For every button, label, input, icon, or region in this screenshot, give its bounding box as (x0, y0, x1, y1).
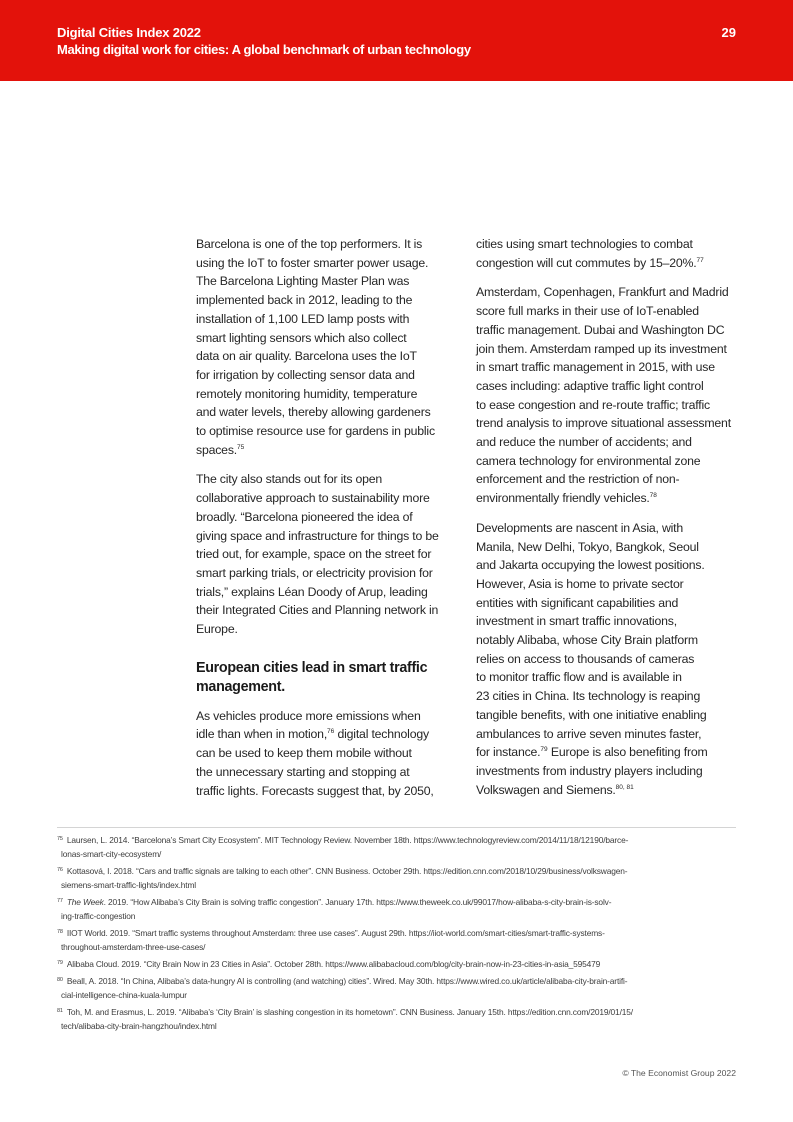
footnote-ref: 76 (327, 728, 335, 736)
text-line: congestion will cut commutes by 15–20%.$^{77}$ (476, 255, 704, 270)
footnote-number: 79 (57, 960, 63, 966)
text-line: traffic lights. Forecasts suggest that, by 2050, (196, 783, 434, 798)
text-line: investments from industry players including (476, 763, 703, 778)
footnote-ref: 78 (649, 492, 657, 500)
footnote-80 (57, 974, 747, 1002)
right-column (476, 235, 740, 810)
paragraph-amsterdam (476, 283, 740, 507)
text-line: idle than when in motion,$^{76}$ digital technology (196, 727, 429, 742)
text-line: enforcement and the restriction of non- (476, 472, 680, 487)
text-line: However, Asia is home to private sector (476, 576, 684, 591)
footnote-text: siemens-smart-traffic-lights/index.html (61, 880, 197, 890)
text-line: data on air quality. Barcelona uses the IoT (196, 349, 417, 364)
paragraph-barcelona-collaboration (196, 470, 458, 638)
footnote-divider (57, 827, 736, 828)
text-line: smart parking trials, or electricity provision for (196, 565, 433, 580)
text-line: for instance.$^{79}$ Europe is also benefiting from (476, 745, 708, 760)
text-line: to optimise resource use for gardens in public (196, 424, 435, 439)
page-number: 29 (721, 25, 736, 40)
text-line: score full marks in their use of IoT-enabled (476, 304, 699, 319)
footnote-ref: 77 (696, 256, 704, 264)
footnote-text: Alibaba Cloud. 2019. “City Brain Now in 23 Cities in Asia”. October 28th. https://www.alibabacloud.com/blog/city-brain-now-in-23-cities-in-asia_595479 (66, 959, 601, 969)
text-line: As vehicles produce more emissions when (196, 708, 421, 723)
text-line: smart lighting sensors which also collect (196, 330, 407, 345)
text-line: cities using smart technologies to combat (476, 237, 693, 251)
footnote-text: lonas-smart-city-ecosystem/ (61, 849, 162, 859)
text-line: relies on access to thousands of cameras (476, 651, 695, 666)
footnote-81 (57, 1005, 747, 1033)
footnote-number: 81 (57, 1008, 63, 1014)
text-line: camera technology for environmental zone (476, 453, 701, 468)
footnote-number: 76 (57, 867, 63, 873)
text-line: their Integrated Cities and Planning network in (196, 603, 439, 618)
footnote-text: . 2019. “How Alibaba’s City Brain is solving traffic congestion”. January 17th. https://www.theweek.co.uk/99017/how-alibaba-s-city-brain-is-solv- (103, 897, 612, 907)
text-line: broadly. “Barcelona pioneered the idea of (196, 509, 413, 524)
footnote-text: cial-intelligence-china-kuala-lumpur (61, 990, 187, 1000)
footnote-text: throughout-amsterdam-three-use-cases/ (61, 942, 206, 952)
text-line: implemented back in 2012, leading to the (196, 293, 413, 308)
footnote-76 (57, 864, 747, 892)
paragraph-asia (476, 519, 740, 800)
text-line: and water levels, thereby allowing gardeners (196, 405, 431, 420)
footnote-text: IIOT World. 2019. “Smart traffic systems throughout Amsterdam: three use cases”. August 29th. https://iiot-world.com/smart-cities/smart-traffic-systems- (66, 928, 605, 938)
text-line: entities with significant capabilities and (476, 595, 679, 610)
footnote-italic-source: The Week (66, 897, 104, 907)
paragraph-emissions (196, 707, 458, 801)
footnote-78 (57, 926, 747, 954)
footnote-number: 80 (57, 977, 63, 983)
footnote-text: Laursen, L. 2014. “Barcelona’s Smart City Ecosystem”. MIT Technology Review. November 18th. https://www.technologyreview.com/2014/11/18/12190/barce- (66, 835, 629, 845)
footnote-ref: 79 (540, 746, 548, 754)
text-line: to monitor traffic flow and is available in (476, 670, 682, 685)
text-line: can be used to keep them mobile without (196, 746, 412, 761)
footnote-text: Beall, A. 2018. “In China, Alibaba’s data-hungry AI is controlling (and watching) cities”. Wired. May 30th. https://www.wired.co.uk/article/alibaba-city-brain-artifi- (66, 976, 628, 986)
text-line: Barcelona is one of the top performers. It is (196, 237, 423, 251)
text-line: for irrigation by collecting sensor data and (196, 367, 415, 382)
report-subtitle: Making digital work for cities: A global benchmark of urban technology (57, 42, 471, 57)
left-column (196, 235, 458, 811)
text-line: and reduce the number of accidents; and (476, 435, 692, 450)
text-line: cases including: adaptive traffic light control (476, 378, 704, 393)
text-line: using the IoT to foster smarter power usage. (196, 255, 429, 270)
text-line: ambulances to arrive seven minutes faster, (476, 726, 702, 741)
section-heading (196, 659, 458, 697)
text-line: traffic management. Dubai and Washington DC (476, 322, 725, 337)
text-line: Developments are nascent in Asia, with (476, 520, 684, 535)
text-line: and Jakarta occupying the lowest positions. (476, 558, 705, 573)
text-line: The city also stands out for its open (196, 472, 383, 487)
text-line: to ease congestion and re-route traffic; traffic (476, 397, 710, 412)
text-line: installation of 1,100 LED lamp posts with (196, 311, 410, 326)
footnote-79 (57, 957, 747, 971)
footnote-text: Kottasová, I. 2018. “Cars and traffic signals are talking to each other”. CNN Business. October 29th. https://edition.cnn.com/2018/10/29/business/volkswagen- (66, 866, 628, 876)
text-line: tangible benefits, with one initiative enabling (476, 707, 707, 722)
text-line: remotely monitoring humidity, temperature (196, 386, 418, 401)
text-line: the unnecessary starting and stopping at (196, 764, 410, 779)
text-line: Manila, New Delhi, Tokyo, Bangkok, Seoul (476, 539, 699, 554)
footnote-text: ing-traffic-congestion (61, 911, 136, 921)
text-line: Europe. (196, 622, 238, 637)
text-line: collaborative approach to sustainability more (196, 491, 430, 506)
footnote-ref: 75 (236, 443, 245, 451)
footnote-77 (57, 895, 747, 923)
text-line: spaces.$^{75}$ (196, 442, 245, 457)
copyright-notice: © The Economist Group 2022 (622, 1068, 736, 1078)
footnote-number: 78 (57, 929, 63, 935)
text-line: trials,” explains Léan Doody of Arup, leading (196, 584, 428, 599)
text-line: notably Alibaba, whose City Brain platform (476, 633, 698, 648)
text-line: in smart traffic management in 2015, with use (476, 360, 715, 375)
text-line: Amsterdam, Copenhagen, Frankfurt and Madrid (476, 285, 729, 300)
page-header (0, 0, 793, 81)
text-line: tried out, for example, space on the street for (196, 547, 432, 562)
report-title: Digital Cities Index 2022 (57, 25, 201, 40)
footnote-text: tech/alibaba-city-brain-hangzhou/index.html (61, 1021, 217, 1031)
text-line: The Barcelona Lighting Master Plan was (196, 274, 410, 289)
heading-line: management. (196, 678, 285, 695)
footnote-text: Toh, M. and Erasmus, L. 2019. “Alibaba’s ‘City Brain’ is slashing congestion in its hometown”. CNN Business. January 15th. https://edition.cnn.com/2019/01/15/ (66, 1007, 633, 1017)
text-line: trend analysis to improve situational assessment (476, 416, 731, 431)
text-line: 23 cities in China. Its technology is reaping (476, 689, 701, 704)
footnote-number: 77 (57, 898, 63, 904)
text-line: investment in smart traffic innovations, (476, 614, 677, 629)
text-line: join them. Amsterdam ramped up its investment (476, 341, 727, 356)
text-line: environmentally friendly vehicles.$^{78}$ (476, 491, 657, 506)
footnote-ref: 80, 81 (615, 783, 634, 791)
text-line: giving space and infrastructure for things to be (196, 528, 439, 543)
text-line: Volkswagen and Siemens.$^{80, 81}$ (476, 782, 634, 797)
paragraph-barcelona-lighting (196, 235, 458, 459)
footnotes (57, 833, 747, 1036)
heading-line: European cities lead in smart traffic (196, 659, 428, 676)
footnote-number: 75 (57, 836, 63, 842)
paragraph-commutes (476, 235, 740, 272)
footnote-75 (57, 833, 747, 861)
